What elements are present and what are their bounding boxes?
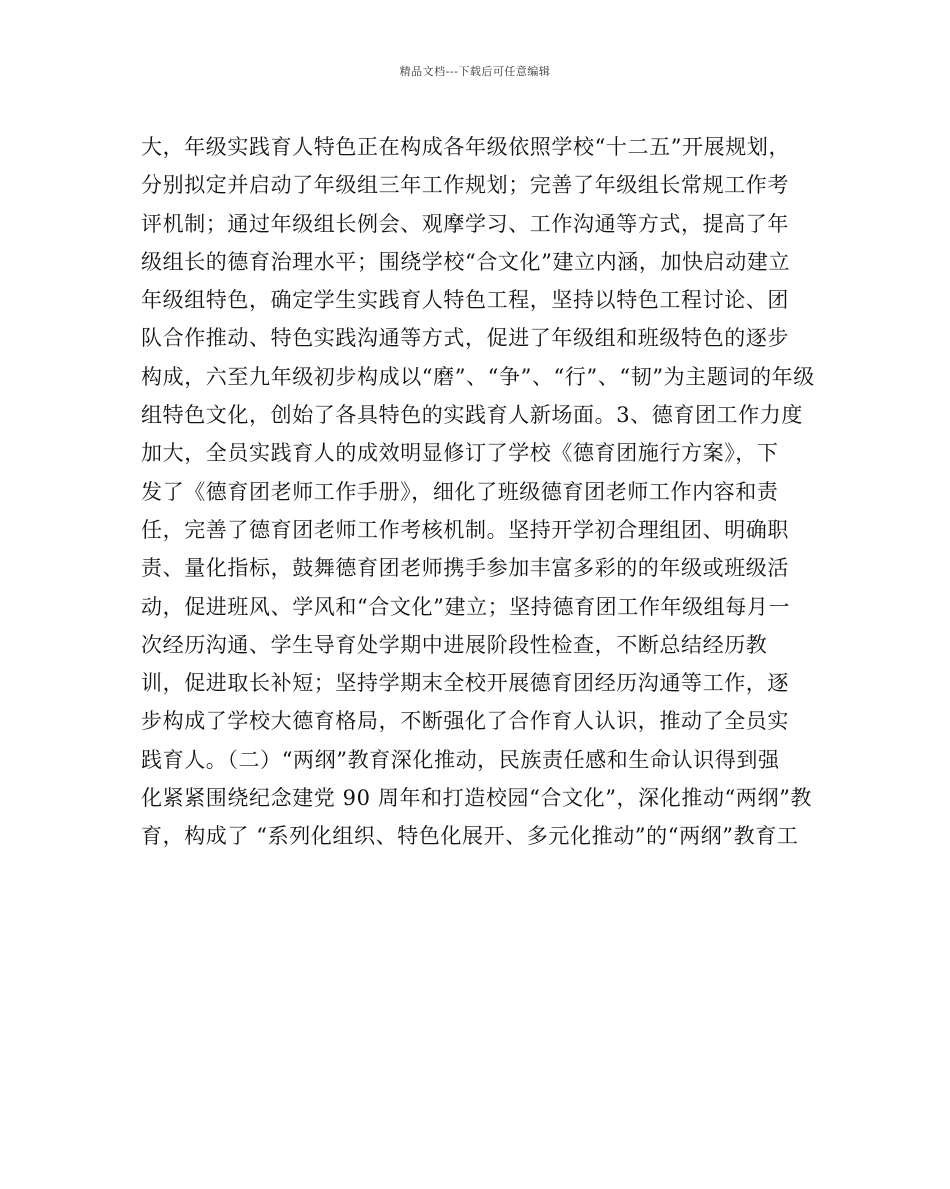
text-line: 化紧紧围绕纪念建党 90 周年和打造校园“合文化”，深化推动“两纲”教 xyxy=(141,786,813,811)
text-line: 发了《德育团老师工作手册》，细化了班级德育团老师工作内容和责 xyxy=(141,479,779,504)
text-line: 级组长的德育治理水平；围绕学校“合文化”建立内涵，加快启动建立 xyxy=(141,249,791,274)
text-line: 步构成了学校大德育格局，不断强化了合作育人认识，推动了全员实 xyxy=(141,709,789,734)
text-line: 大，年级实践育人特色正在构成各年级依照学校“十二五”开展规划， xyxy=(141,135,791,159)
text-line: 训，促进取长补短；坚持学期末全校开展德育团经历沟通等工作，逐 xyxy=(141,671,789,696)
text-line: 动，促进班风、学风和“合文化”建立；坚持德育团工作年级组每月一 xyxy=(141,594,791,619)
text-line: 任，完善了德育团老师工作考核机制。坚持开学初合理组团、明确职 xyxy=(141,517,789,542)
text-line: 评机制；通过年级组长例会、观摩学习、工作沟通等方式，提高了年 xyxy=(141,211,789,236)
text-line: 育，构成了 “系列化组织、特色化展开、多元化推动”的“两纲”教育工 xyxy=(141,824,799,849)
text-line: 构成，六至九年级初步构成以“磨”、“争”、“行”、“韧”为主题词的年级 xyxy=(141,364,815,389)
text-line: 分别拟定并启动了年级组三年工作规划；完善了年级组长常规工作考 xyxy=(141,173,789,198)
text-line: 践育人。（二）“两纲”教育深化推动，民族责任感和生命认识得到强 xyxy=(141,747,780,772)
page-header: 精品文档---下载后可任意编辑 xyxy=(399,65,551,78)
text-line: 组特色文化，创始了各具特色的实践育人新场面。3、德育团工作力度 xyxy=(141,403,803,428)
text-line: 加大，全员实践育人的成效明显修订了学校《德育团施行方案》，下 xyxy=(141,441,779,466)
text-line: 队合作推动、特色实践沟通等方式，促进了年级组和班级特色的逐步 xyxy=(141,326,789,351)
text-line: 责、量化指标，鼓舞德育团老师携手参加丰富多彩的的年级或班级活 xyxy=(141,556,789,581)
text-line: 次经历沟通、学生导育处学期中进展阶段性检查，不断总结经历教 xyxy=(141,632,768,657)
text-line: 年级组特色，确定学生实践育人特色工程，坚持以特色工程讨论、团 xyxy=(141,288,789,313)
body-text xyxy=(141,128,815,856)
